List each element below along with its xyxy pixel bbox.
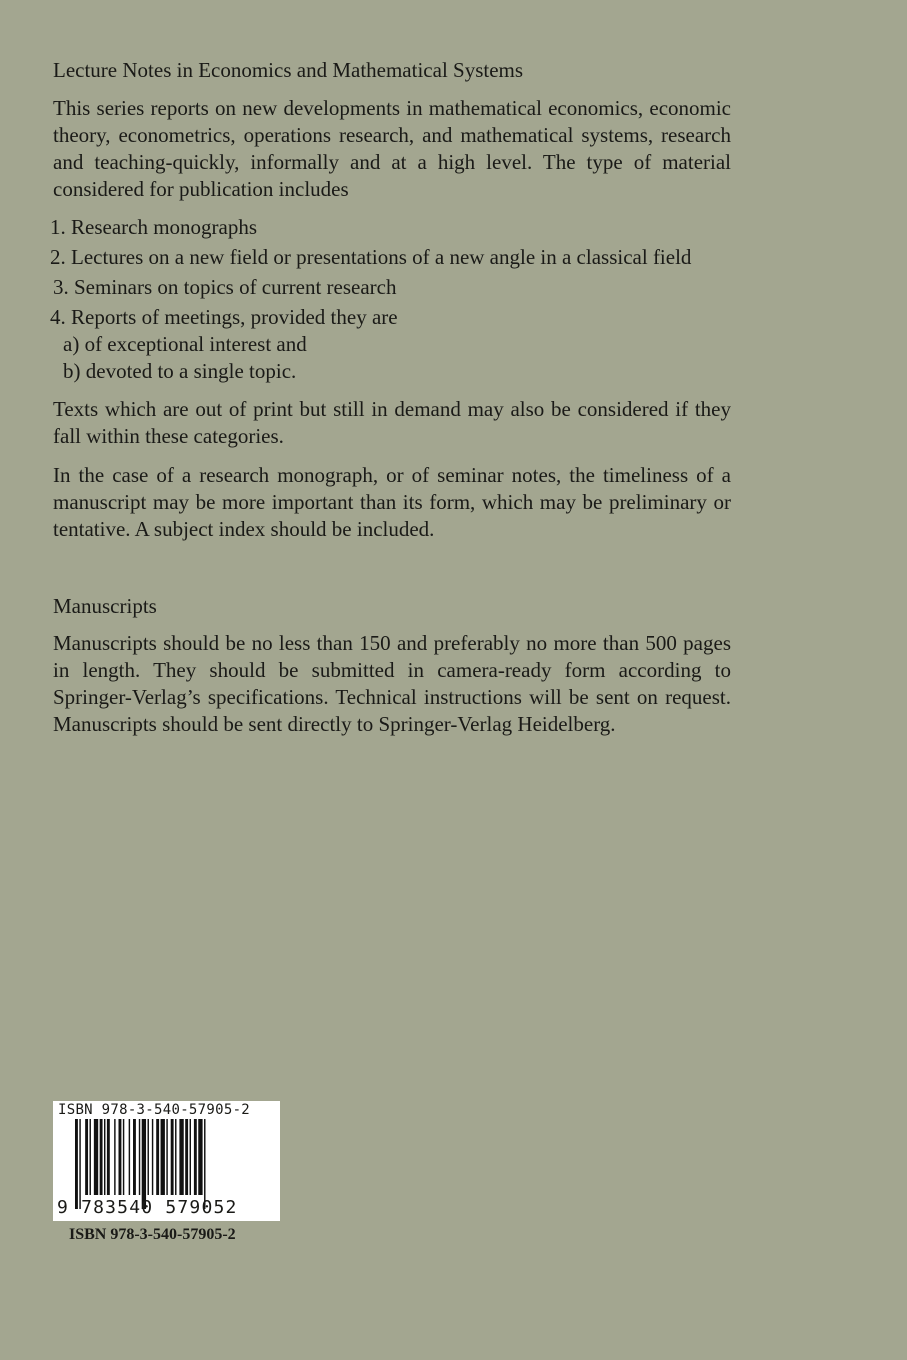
series-description: This series reports on new developments in mathematical economics, economic theory, econometrics, operations research, and mathematical systems, research and teaching-quickly, informally and at a high level. The type of material considered for publication includes <box>53 96 731 201</box>
barcode-bar <box>85 1119 88 1195</box>
barcode-bar <box>114 1119 115 1195</box>
barcode-bar <box>190 1119 191 1195</box>
barcode-bar <box>119 1119 122 1195</box>
list-item: 4. Reports of meetings, provided they are <box>50 305 398 329</box>
barcode-bar <box>75 1119 78 1209</box>
barcode-bar <box>90 1119 91 1195</box>
barcode-digits: 9 783540 579052 <box>57 1197 238 1218</box>
list-item: 2. Lectures on a new field or presentations of a new angle in a classical field <box>50 245 692 269</box>
barcode-bar <box>104 1119 105 1195</box>
barcode-bar <box>142 1119 146 1209</box>
research-monograph-note: In the case of a research monograph, or of seminar notes, the timeliness of a manuscript may be more important than its form, which may be preliminary or tentative. A subject index should be included. <box>53 463 731 541</box>
barcode-bar <box>185 1119 188 1195</box>
barcode-bar <box>179 1119 183 1195</box>
barcode-bar <box>204 1119 205 1209</box>
barcode-bar <box>161 1119 165 1195</box>
barcode-bar <box>129 1119 130 1195</box>
barcode-bar <box>198 1119 202 1195</box>
barcode-bar <box>100 1119 103 1195</box>
isbn-number: ISBN 978-3-540-57905-2 <box>69 1226 236 1243</box>
list-item: 1. Research monographs <box>50 215 258 239</box>
series-title: Lecture Notes in Economics and Mathematical Systems <box>53 58 524 82</box>
list-item: 3. Seminars on topics of current research <box>53 275 397 299</box>
out-of-print-note: Texts which are out of print but still in demand may also be considered if they fall within these categories. <box>53 397 731 448</box>
barcode-bar <box>133 1119 136 1195</box>
barcode-top-label: ISBN 978-3-540-57905-2 <box>58 1102 251 1118</box>
barcode-bar <box>175 1119 176 1195</box>
barcode-bar <box>166 1119 167 1195</box>
barcode-bar <box>139 1119 140 1195</box>
barcode-bar <box>123 1119 124 1195</box>
barcode-bar <box>79 1119 80 1209</box>
barcode-bar <box>107 1119 110 1195</box>
manuscripts-body: Manuscripts should be no less than 150 and preferably no more than 500 pages in length. They should be submitted in camera-ready form according to Springer-Verlag’s specifications. Technical instructions will be sent on request. Manuscripts should be sent directly to Springer-Verlag Heidelberg. <box>53 631 731 736</box>
barcode-bar <box>171 1119 174 1195</box>
list-subitem: b) devoted to a single topic. <box>63 359 297 383</box>
barcode-bar <box>194 1119 197 1195</box>
manuscripts-heading: Manuscripts <box>53 594 157 618</box>
barcode-bar <box>152 1119 153 1195</box>
barcode-bar <box>148 1119 149 1195</box>
barcode-bar <box>156 1119 159 1195</box>
list-subitem: a) of exceptional interest and <box>63 332 307 356</box>
barcode-bar <box>94 1119 98 1195</box>
isbn-barcode <box>53 1101 280 1221</box>
